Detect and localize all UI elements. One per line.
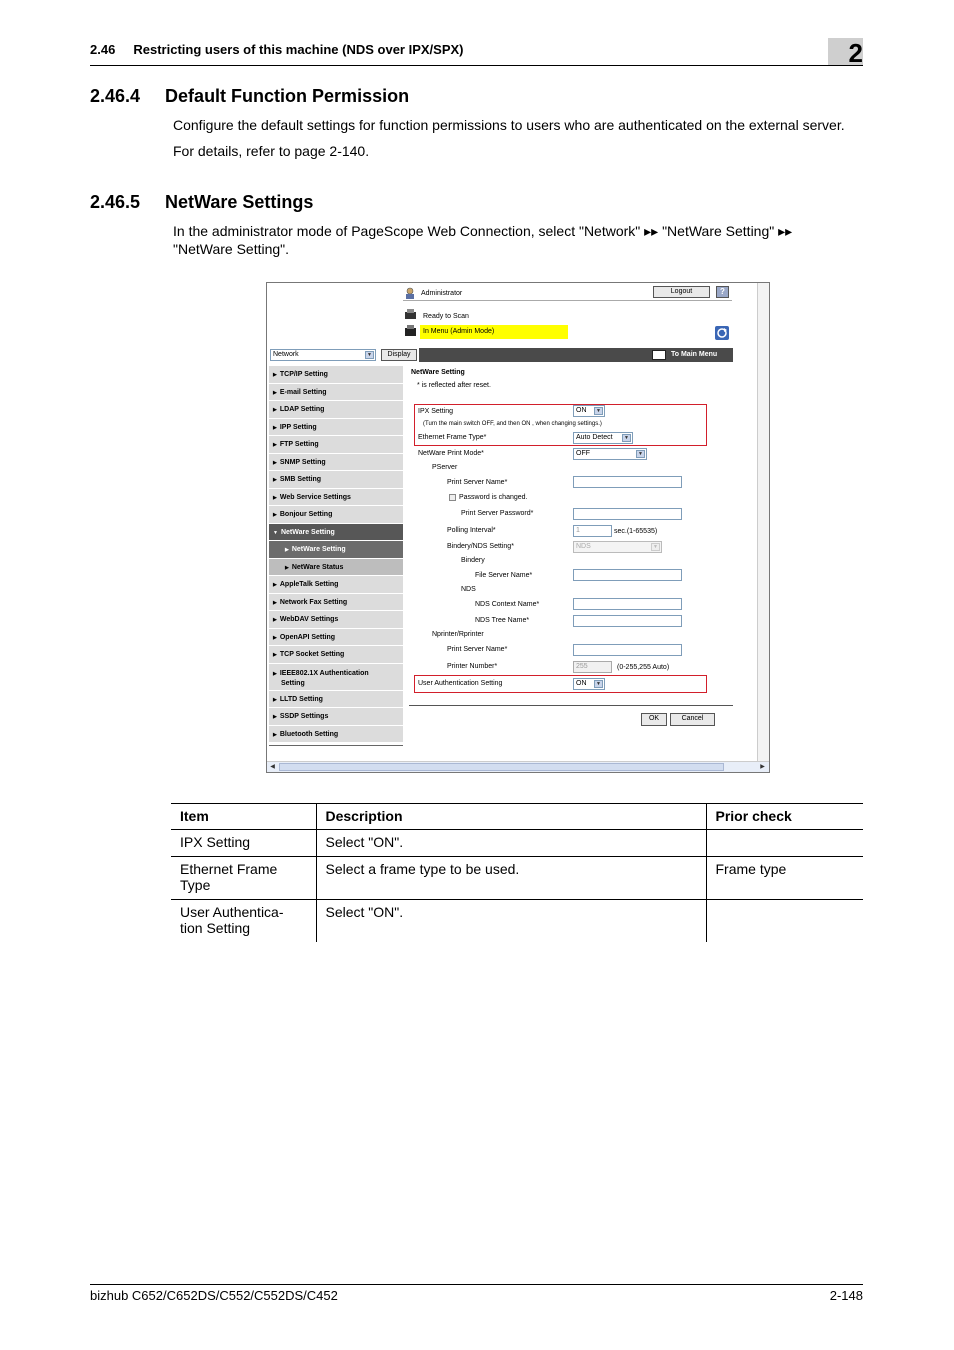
sidebar-item-label: WebDAV Settings <box>279 616 339 623</box>
section-paragraph: For details, refer to page 2-140. <box>173 143 370 159</box>
sidebar-item-label: LLTD Setting <box>279 695 323 703</box>
nprinter-print-server-name-input[interactable] <box>573 644 682 656</box>
header-rule <box>90 65 863 66</box>
status-ready-to-scan: Ready to Scan <box>423 313 469 320</box>
sidebar-item-lltd[interactable] <box>269 691 403 709</box>
menu-category-select[interactable] <box>270 349 376 361</box>
section-paragraph: "NetWare Setting". <box>173 241 290 257</box>
administrator-icon <box>404 287 417 299</box>
sidebar-item-label: NetWare Status <box>291 563 344 571</box>
netware-print-mode-select[interactable] <box>573 448 647 460</box>
triangle-right-icon: ▶ <box>273 512 277 518</box>
settings-table <box>171 803 863 942</box>
horizontal-scrollbar[interactable] <box>267 761 769 772</box>
logout-button[interactable]: Logout <box>653 286 710 298</box>
sidebar-item-label: FTP Setting <box>279 441 319 448</box>
sidebar-item-smb[interactable] <box>269 471 403 489</box>
sidebar-item-label: Network Fax Setting <box>279 598 348 606</box>
bindery-nds-setting-select[interactable] <box>573 541 662 553</box>
triangle-right-icon: ▶ <box>273 494 277 501</box>
print-server-name-label: Print Server Name* <box>447 479 508 486</box>
sidebar-item-tcp-socket[interactable] <box>269 646 403 664</box>
pserver-group-label: PServer <box>432 464 458 471</box>
column-header: Prior check <box>706 804 863 830</box>
polling-interval-range: sec.(1-65535) <box>614 528 658 535</box>
sidebar-item-label: IPP Setting <box>279 423 317 431</box>
sidebar-item-label: OpenAPI Setting <box>279 633 336 641</box>
web-connection-screenshot <box>266 282 770 773</box>
printer-status-icon <box>404 309 417 321</box>
triangle-right-icon: ▶ <box>273 599 277 606</box>
sidebar-item-label: E-mail Setting <box>279 388 327 396</box>
vertical-scrollbar[interactable] <box>757 283 769 761</box>
help-icon[interactable]: ? <box>716 286 729 298</box>
form-divider <box>409 705 733 706</box>
triangle-down-icon: ▼ <box>273 529 278 536</box>
sidebar-item-openapi[interactable] <box>269 629 403 647</box>
sidebar-item-label: SSDP Settings <box>279 713 329 720</box>
sidebar-item-label: IEEE802.1X Authentication <box>279 669 369 677</box>
polling-interval-value: 1 <box>576 527 580 534</box>
settings-sidebar <box>269 366 403 743</box>
file-server-name-label: File Server Name* <box>475 572 533 579</box>
table-cell <box>706 830 863 857</box>
main-menu-icon[interactable] <box>652 350 666 360</box>
triangle-right-icon: ▶ <box>273 442 277 448</box>
ipx-restart-note: (Turn the main switch OFF, and then ON , when changing settings.) <box>423 421 602 427</box>
table-cell: User Authentica-tion Setting <box>180 904 284 936</box>
status-admin-mode: In Menu (Admin Mode) <box>423 328 495 335</box>
chevron-down-icon: ▼ <box>594 407 603 415</box>
ipx-setting-select[interactable] <box>573 405 605 417</box>
sidebar-item-label: AppleTalk Setting <box>279 581 339 588</box>
polling-interval-label: Polling Interval* <box>447 527 496 534</box>
triangle-right-icon: ▶ <box>273 696 277 703</box>
nds-tree-name-label: NDS Tree Name* <box>475 617 530 624</box>
triangle-right-icon: ▶ <box>273 424 277 431</box>
sidebar-item-ssdp[interactable] <box>269 708 403 726</box>
chapter-number: 2 <box>848 38 863 68</box>
administrator-label: Administrator <box>421 290 463 297</box>
sidebar-item-network-fax[interactable] <box>269 594 403 612</box>
section-paragraph: In the administrator mode of PageScope Web Connection, select "Network" ▸▸ "NetWare Setting" ▸▸ <box>173 223 793 239</box>
scroll-left-icon[interactable]: ◀ <box>270 764 275 770</box>
sidebar-subitem-netware-setting[interactable] <box>269 541 403 559</box>
chevron-down-icon: ▼ <box>651 543 660 551</box>
sidebar-item-label: SNMP Setting <box>279 458 326 466</box>
nprinter-group-label: Nprinter/Rprinter <box>432 631 484 638</box>
sidebar-item-web-service[interactable] <box>269 489 403 507</box>
triangle-right-icon: ▶ <box>273 731 277 738</box>
user-authentication-setting-label: User Authentication Setting <box>418 680 503 687</box>
menu-category-value: Network <box>273 351 299 358</box>
user-authentication-setting-select[interactable] <box>573 678 605 690</box>
footer-page-number: 2-148 <box>829 1288 863 1303</box>
scrollbar-thumb[interactable] <box>279 763 724 771</box>
triangle-right-icon: ▶ <box>273 389 277 396</box>
table-row <box>171 857 863 900</box>
sidebar-item-bonjour[interactable] <box>269 506 403 524</box>
triangle-right-icon: ▶ <box>273 652 277 658</box>
sidebar-item-bluetooth[interactable] <box>269 726 403 744</box>
sidebar-item-label: SMB Setting <box>279 476 322 483</box>
triangle-right-icon: ▶ <box>273 617 277 623</box>
table-cell: IPX Setting <box>171 830 316 857</box>
bindery-nds-setting-value: NDS <box>576 543 591 550</box>
printer-number-range: (0-255,255 Auto) <box>617 664 670 671</box>
print-server-password-label: Print Server Password* <box>461 510 534 517</box>
ethernet-frame-type-label: Ethernet Frame Type* <box>418 434 487 441</box>
ethernet-frame-type-value: Auto Detect <box>576 434 613 441</box>
column-header: Item <box>171 804 316 830</box>
print-server-password-input[interactable] <box>573 508 682 520</box>
printer-icon <box>404 324 417 337</box>
sidebar-subitem-netware-status[interactable] <box>269 559 403 577</box>
sidebar-item-appletalk[interactable] <box>269 576 403 594</box>
running-header: 2.46 Restricting users of this machine (NDS over IPX/SPX) <box>90 42 464 57</box>
sidebar-item-ipp[interactable] <box>269 419 403 437</box>
table-cell <box>706 900 863 943</box>
admin-mode-status-bar <box>420 325 568 339</box>
scroll-right-icon[interactable]: ▶ <box>760 764 765 770</box>
netware-print-mode-label: NetWare Print Mode* <box>418 450 484 457</box>
chevron-down-icon: ▼ <box>622 434 631 442</box>
section-heading-netware-settings: 2.46.5 NetWare Settings <box>90 192 314 212</box>
table-cell: Select "ON". <box>316 900 706 943</box>
printer-number-value: 255 <box>576 663 588 670</box>
triangle-right-icon: ▶ <box>273 582 277 588</box>
user-authentication-setting-value: ON <box>576 680 587 687</box>
triangle-right-icon: ▶ <box>273 407 277 413</box>
password-changed-checkbox[interactable] <box>449 494 456 501</box>
display-button[interactable]: Display <box>381 349 417 361</box>
sidebar-item-label: NetWare Setting <box>291 546 346 553</box>
nds-tree-name-input[interactable] <box>573 615 682 627</box>
form-title: NetWare Setting <box>411 369 465 376</box>
triangle-right-icon: ▶ <box>285 547 289 553</box>
sidebar-item-email[interactable] <box>269 384 403 402</box>
footer-rule <box>90 1284 863 1285</box>
sidebar-item-label: TCP Socket Setting <box>279 651 345 658</box>
printer-number-input[interactable] <box>573 661 612 673</box>
print-server-name-input[interactable] <box>573 476 682 488</box>
column-header: Description <box>316 804 706 830</box>
sidebar-item-ldap[interactable] <box>269 401 403 419</box>
sidebar-item-label: TCP/IP Setting <box>279 371 328 378</box>
polling-interval-input[interactable] <box>573 525 612 537</box>
triangle-right-icon: ▶ <box>273 670 277 677</box>
triangle-right-icon: ▶ <box>273 634 277 641</box>
nprinter-print-server-name-label: Print Server Name* <box>447 646 508 653</box>
chapter-number-badge <box>828 38 863 68</box>
printer-number-label: Printer Number* <box>447 663 498 670</box>
sidebar-item-tcpip[interactable] <box>269 366 403 384</box>
cancel-button[interactable]: Cancel <box>670 713 715 726</box>
password-changed-label: Password is changed. <box>459 494 528 501</box>
netware-print-mode-value: OFF <box>576 450 590 457</box>
section-heading-default-function-permission: 2.46.4 Default Function Permission <box>90 86 410 106</box>
triangle-right-icon: ▶ <box>273 714 277 720</box>
to-main-menu-link[interactable]: To Main Menu <box>671 351 718 358</box>
table-cell: Ethernet Frame Type <box>171 857 316 900</box>
nds-group-label: NDS <box>461 586 476 593</box>
section-paragraph: Configure the default settings for function permissions to users who are authenticated on the external server. <box>173 117 845 133</box>
sidebar-item-label: NetWare Setting <box>280 528 335 536</box>
table-row <box>171 900 863 943</box>
sidebar-item-label: Setting <box>281 679 305 687</box>
sidebar-item-ieee8021x[interactable] <box>269 664 403 691</box>
ok-button[interactable]: OK <box>641 713 667 726</box>
table-row <box>171 830 863 857</box>
nds-context-name-input[interactable] <box>573 598 682 610</box>
ipx-setting-label: IPX Setting <box>418 408 454 415</box>
chevron-down-icon: ▼ <box>594 680 603 688</box>
triangle-right-icon: ▶ <box>273 477 277 483</box>
sidebar-item-netware[interactable] <box>269 524 403 542</box>
table-cell: Select "ON". <box>316 830 706 857</box>
ipx-setting-value: ON <box>576 407 587 414</box>
reset-note: * is reflected after reset. <box>417 382 491 389</box>
file-server-name-input[interactable] <box>573 569 682 581</box>
sidebar-bottom-rule <box>269 745 403 746</box>
sidebar-item-ftp[interactable] <box>269 436 403 454</box>
sidebar-item-webdav[interactable] <box>269 611 403 629</box>
sidebar-item-label: Web Service Settings <box>279 493 351 501</box>
bindery-group-label: Bindery <box>461 557 485 564</box>
triangle-right-icon: ▶ <box>285 564 289 571</box>
triangle-right-icon: ▶ <box>273 372 277 378</box>
triangle-right-icon: ▶ <box>273 459 277 466</box>
table-header-row <box>171 804 863 830</box>
table-cell: Select a frame type to be used. <box>316 857 706 900</box>
bindery-nds-setting-label: Bindery/NDS Setting* <box>447 543 514 550</box>
table-cell: Frame type <box>706 857 863 900</box>
footer-model: bizhub C652/C652DS/C552/C552DS/C452 <box>90 1288 338 1303</box>
sidebar-item-label: Bluetooth Setting <box>279 730 339 738</box>
refresh-icon[interactable] <box>715 326 729 340</box>
nds-context-name-label: NDS Context Name* <box>475 601 540 608</box>
sidebar-item-label: LDAP Setting <box>279 406 325 413</box>
chevron-down-icon: ▼ <box>636 450 645 458</box>
sidebar-item-snmp[interactable] <box>269 454 403 472</box>
ethernet-frame-type-select[interactable] <box>573 432 633 444</box>
sidebar-item-label: Bonjour Setting <box>279 511 333 518</box>
chevron-down-icon: ▼ <box>365 351 374 359</box>
